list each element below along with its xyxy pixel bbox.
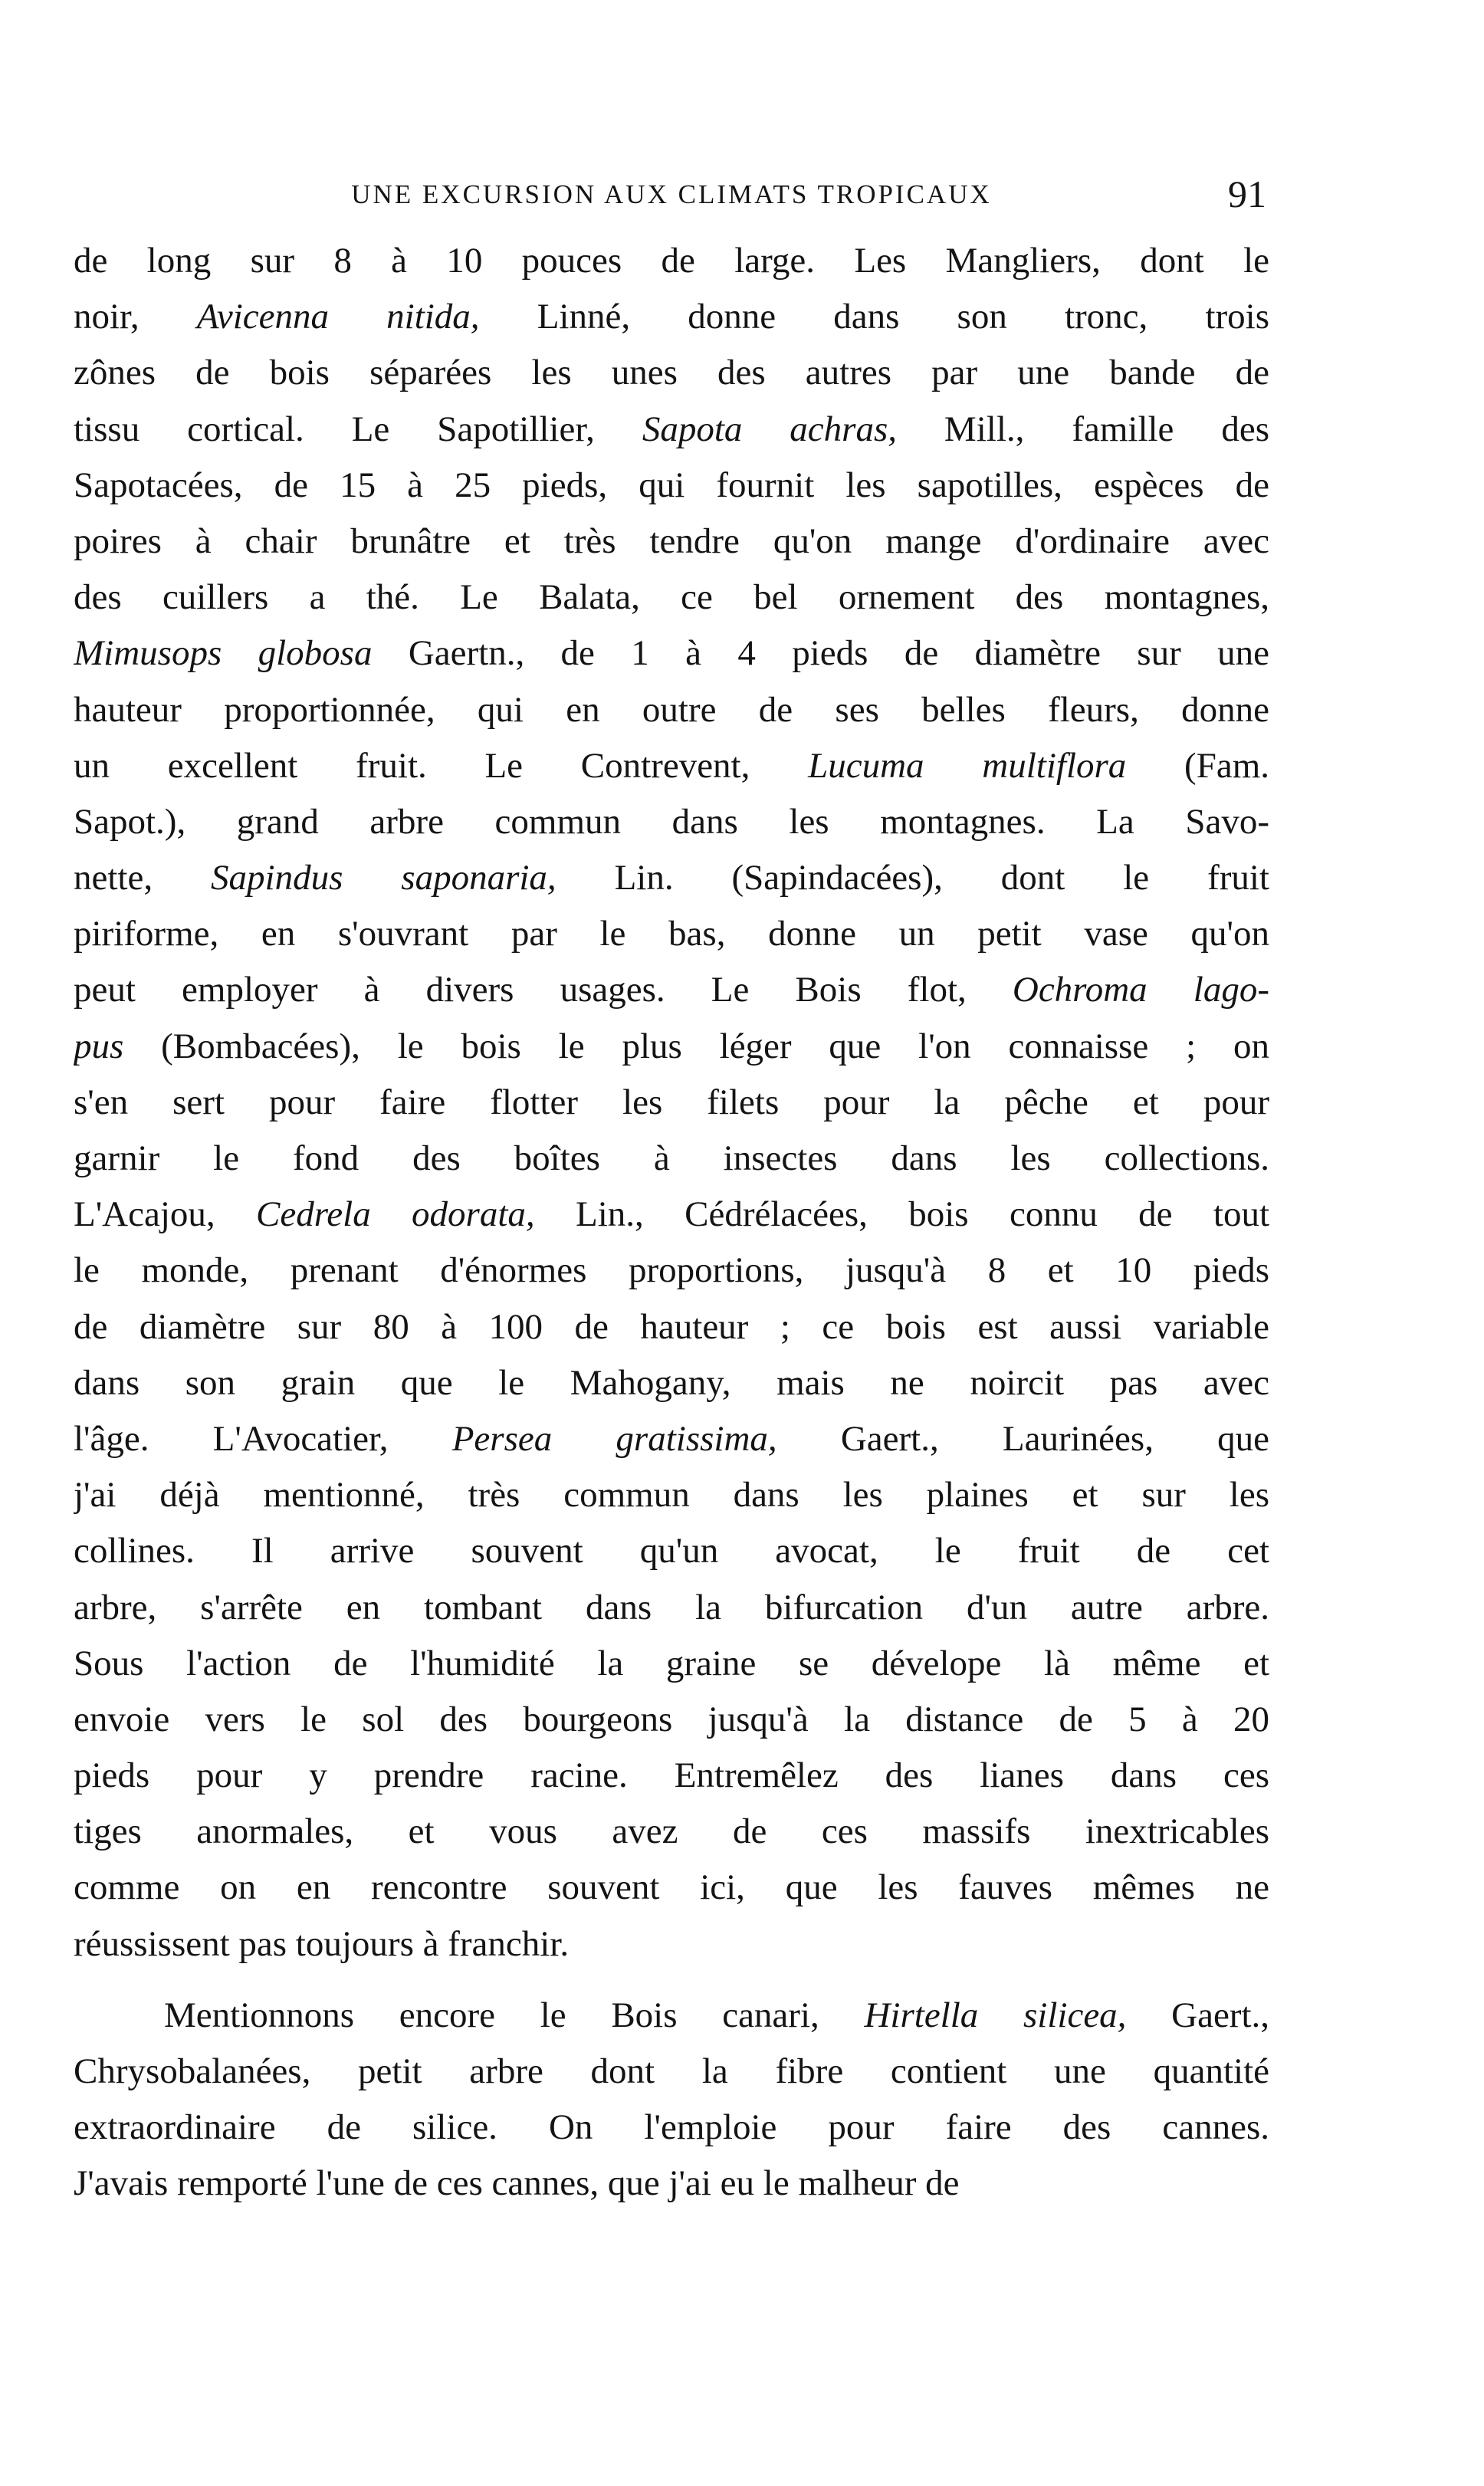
text-line (74, 1243, 1269, 1299)
text-line (74, 2100, 1269, 2156)
italic-taxon: Cedrela odorata, (256, 1194, 535, 1235)
page-number: 91 (1228, 172, 1266, 215)
page (74, 161, 1269, 2212)
text-segment: s'en sert pour faire flotter les filets pour la pêche et pour (74, 1082, 1269, 1122)
text-segment: de long sur 8 à 10 pouces de large. Les Mangliers, dont le (74, 241, 1269, 281)
text-segment: Gaert., Laurinées, que (776, 1418, 1269, 1459)
paragraph-gap (74, 1972, 1269, 1988)
text-segment: Mill., famille des (897, 409, 1269, 449)
text-line (74, 906, 1269, 962)
text-line (74, 962, 1269, 1018)
text-segment: tissu cortical. Le Sapotillier, (74, 409, 642, 449)
text-segment: arbre, s'arrête en tombant dans la bifurcation d'un autre arbre. (74, 1587, 1269, 1627)
text-line (74, 1988, 1269, 2044)
text-segment: dans son grain que le Mahogany, mais ne noircit pas avec (74, 1362, 1269, 1403)
running-title: UNE EXCURSION AUX CLIMATS TROPICAUX (351, 179, 992, 209)
text-segment: collines. Il arrive souvent qu'un avocat, le fruit de cet (74, 1531, 1269, 1571)
text-line (74, 1187, 1269, 1243)
text-line (74, 1411, 1269, 1467)
text-segment: noir, (74, 297, 197, 337)
text-segment: Chrysobalanées, petit arbre dont la fibre contient une quantité (74, 2051, 1269, 2091)
text-segment: L'Acajou, (74, 1194, 257, 1235)
body-text (74, 233, 1269, 2212)
text-line (74, 626, 1269, 681)
text-line (74, 2156, 1269, 2212)
text-segment: hauteur proportionnée, qui en outre de ses belles fleurs, donne (74, 689, 1269, 730)
italic-taxon: Mimusops globosa (74, 633, 373, 674)
italic-taxon: Sapota achras, (642, 409, 897, 449)
text-segment: pieds pour y prendre racine. Entremêlez des lianes dans ces (74, 1755, 1269, 1796)
text-segment: J'avais remporté l'une de ces cannes, que j'ai eu le malheur de (74, 2163, 960, 2204)
italic-taxon: Persea gratissima, (451, 1418, 777, 1459)
text-line (74, 1131, 1269, 1187)
text-segment: des cuillers a thé. Le Balata, ce bel ornement des montagnes, (74, 577, 1269, 618)
paragraph (74, 233, 1269, 1972)
text-segment: Sous l'action de l'humidité la graine se dévelope là même et (74, 1643, 1269, 1683)
text-line (74, 738, 1269, 794)
paragraph (74, 1988, 1269, 2212)
italic-taxon: Lucuma multiflora (808, 745, 1127, 786)
text-segment: Lin. (Sapindacées), dont le fruit (556, 858, 1269, 898)
text-segment: de diamètre sur 80 à 100 de hauteur ; ce bois est aussi variable (74, 1306, 1269, 1347)
text-line (74, 682, 1269, 738)
text-line (74, 1916, 1269, 1972)
text-line (74, 1075, 1269, 1131)
text-segment: nette, (74, 858, 212, 898)
text-line (74, 1019, 1269, 1075)
italic-taxon: Sapindus saponaria, (211, 858, 556, 898)
text-segment: zônes de bois séparées les unes des autres par une bande de (74, 353, 1269, 393)
italic-taxon: pus (74, 1026, 124, 1066)
text-segment: peut employer à divers usages. Le Bois flot, (74, 970, 1013, 1010)
italic-taxon: Ochroma lago- (1012, 970, 1269, 1010)
text-segment: l'âge. L'Avocatier, (74, 1418, 452, 1459)
text-line (74, 1523, 1269, 1579)
text-line (74, 1355, 1269, 1411)
text-segment: piriforme, en s'ouvrant par le bas, donne un petit vase qu'on (74, 914, 1269, 954)
text-segment: extraordinaire de silice. On l'emploie pour faire des cannes. (74, 2107, 1269, 2148)
text-segment: comme on en rencontre souvent ici, que les fauves mêmes ne (74, 1867, 1269, 1908)
text-line (74, 514, 1269, 570)
text-line (74, 570, 1269, 626)
text-segment: poires à chair brunâtre et très tendre qu'on mange d'ordinaire avec (74, 521, 1269, 561)
text-segment: un excellent fruit. Le Contrevent, (74, 745, 809, 786)
text-segment: Gaert., (1126, 1995, 1269, 2035)
text-line (74, 1467, 1269, 1523)
text-segment: Lin., Cédrélacées, bois connu de tout (534, 1194, 1269, 1235)
text-line (74, 402, 1269, 458)
text-line (74, 345, 1269, 401)
italic-taxon: Avicenna nitida, (196, 297, 480, 337)
text-line (74, 458, 1269, 514)
text-segment: garnir le fond des boîtes à insectes dans les collections. (74, 1138, 1269, 1178)
text-segment: j'ai déjà mentionné, très commun dans les plaines et sur les (74, 1475, 1269, 1516)
text-line (74, 1804, 1269, 1860)
text-segment: réussissent pas toujours à franchir. (74, 1923, 570, 1964)
italic-taxon: Hirtella silicea, (864, 1995, 1127, 2035)
text-segment: tiges anormales, et vous avez de ces massifs inextricables (74, 1811, 1269, 1852)
text-segment: Linné, donne dans son tronc, trois (479, 297, 1269, 337)
text-line (74, 1636, 1269, 1692)
text-segment: Sapotacées, de 15 à 25 pieds, qui fournit les sapotilles, espèces de (74, 465, 1269, 505)
text-segment: (Bombacées), le bois le plus léger que l'on connaisse ; on (123, 1026, 1269, 1066)
text-line (74, 1748, 1269, 1804)
text-line (74, 289, 1269, 345)
text-segment: Gaertn., de 1 à 4 pieds de diamètre sur une (372, 633, 1269, 674)
text-segment: (Fam. (1126, 745, 1269, 786)
text-line (74, 1580, 1269, 1636)
text-line (74, 794, 1269, 850)
text-segment: le monde, prenant d'énormes proportions, jusqu'à 8 et 10 pieds (74, 1250, 1269, 1291)
text-segment: envoie vers le sol des bourgeons jusqu'à la distance de 5 à 20 (74, 1699, 1269, 1739)
text-line (74, 2044, 1269, 2100)
text-line (74, 1860, 1269, 1916)
text-line (74, 850, 1269, 906)
text-line (74, 233, 1269, 289)
running-head (74, 161, 1269, 222)
text-segment: Sapot.), grand arbre commun dans les montagnes. La Savo- (74, 801, 1269, 842)
text-line (74, 1299, 1269, 1355)
text-line (74, 1692, 1269, 1748)
text-segment: Mentionnons encore le Bois canari, (164, 1995, 865, 2035)
